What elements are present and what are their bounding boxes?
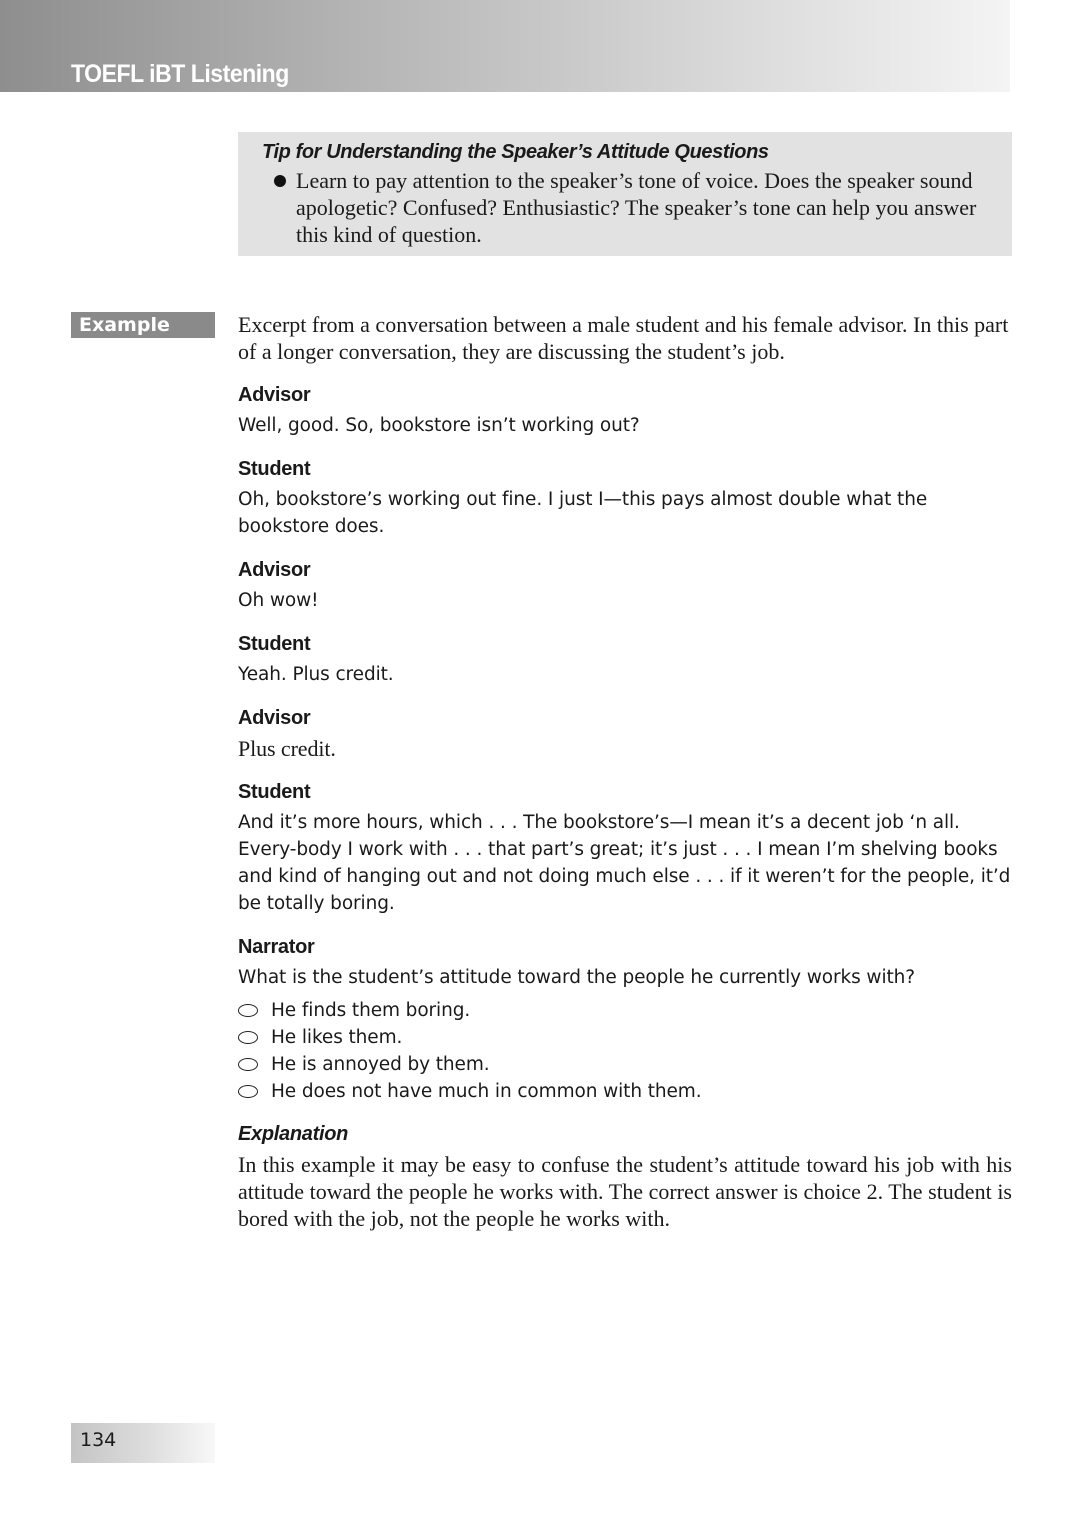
answer-option[interactable] (238, 1078, 1012, 1105)
speaker-line: Plus credit. (238, 736, 336, 761)
running-header-title: TOEFL iBT Listening (71, 60, 289, 88)
answer-option-label: He does not have much in common with them. (271, 1081, 702, 1102)
answer-option-label: He is annoyed by them. (271, 1054, 490, 1075)
tip-bullet-text: Learn to pay attention to the speaker’s tone of voice. Does the speaker sound apologetic? Confused? Enthusiastic? The speaker’s tone can help you answer this kind of question. (296, 168, 977, 247)
tip-bullet (262, 167, 988, 248)
answer-option-label: He finds them boring. (271, 1000, 471, 1021)
speaker-name: Advisor (238, 384, 311, 406)
tip-box (238, 132, 1012, 256)
dialogue-turn (238, 705, 1012, 762)
speaker-name: Student (238, 633, 311, 655)
answer-oval-icon[interactable] (238, 1004, 258, 1017)
explanation-title: Explanation (238, 1123, 349, 1145)
example-label: Example (71, 312, 215, 338)
page-number: 134 (80, 1429, 117, 1451)
answer-options (238, 997, 1012, 1105)
explanation-text: In this example it may be easy to confuse the student’s attitude toward his job with his attitude toward the people he works with. The correct answer is choice 2. The student is bored with the job, not the people he works with. (238, 1152, 1012, 1231)
answer-option-label: He likes them. (271, 1027, 403, 1048)
answer-oval-icon[interactable] (238, 1058, 258, 1071)
tip-title: Tip for Understanding the Speaker’s Attitude Questions (262, 141, 769, 163)
speaker-line: Oh wow! (238, 590, 319, 611)
question-text: What is the student’s attitude toward the people he currently works with? (238, 967, 916, 988)
dialogue-turn (238, 779, 1012, 917)
answer-oval-icon[interactable] (238, 1031, 258, 1044)
dialogue-turn (238, 557, 1012, 614)
bullet-dot-icon (274, 175, 286, 187)
example-intro: Excerpt from a conversation between a male student and his female advisor. In this part of a longer conversation, they are discussing the student’s job. (238, 312, 1009, 364)
answer-oval-icon[interactable] (238, 1085, 258, 1098)
answer-option[interactable] (238, 1024, 1012, 1051)
page-number-band (71, 1423, 215, 1463)
dialogue-turn (238, 631, 1012, 688)
example-content (238, 311, 1012, 1232)
speaker-line: And it’s more hours, which . . . The bookstore’s—I mean it’s a decent job ‘n all. Every-body I work with . . . that part’s great; it’s just . . . I mean I’m shelving books and kind of hanging out and not doing much else . . . if it weren’t for the people, it’d be totally boring. (238, 812, 1011, 914)
speaker-line: Well, good. So, bookstore isn’t working out? (238, 415, 640, 436)
speaker-name: Advisor (238, 707, 311, 729)
speaker-line: Oh, bookstore’s working out fine. I just I—this pays almost double what the bookstore does. (238, 489, 928, 537)
speaker-name: Student (238, 458, 311, 480)
dialogue-turn (238, 934, 1012, 991)
speaker-name: Advisor (238, 559, 311, 581)
dialogue-turn (238, 382, 1012, 439)
speaker-line: Yeah. Plus credit. (238, 664, 394, 685)
answer-option[interactable] (238, 997, 1012, 1024)
speaker-name: Narrator (238, 936, 315, 958)
speaker-name: Student (238, 781, 311, 803)
answer-option[interactable] (238, 1051, 1012, 1078)
dialogue-turn (238, 456, 1012, 540)
